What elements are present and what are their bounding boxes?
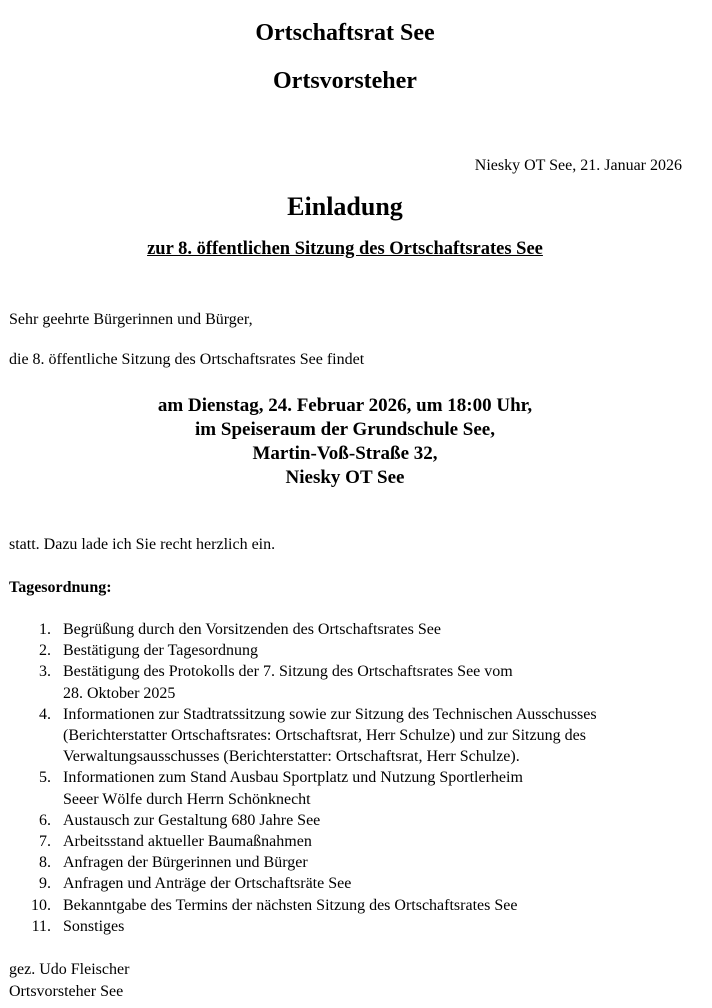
greeting: Sehr geehrte Bürgerinnen und Bürger, [9, 311, 253, 328]
agenda-item-text: Begrüßung durch den Vorsitzenden des Ortschaftsrates See [63, 621, 441, 638]
signature-name: gez. Udo Fleischer [9, 961, 130, 978]
agenda-item-text: Bekanntgabe des Termins der nächsten Sitzung des Ortschaftsrates See [63, 896, 518, 914]
signature-block [9, 959, 129, 1003]
meeting-details [0, 394, 690, 490]
agenda-item-number: 10. [31, 896, 51, 914]
agenda-item-number: 11. [31, 917, 51, 935]
agenda-item [9, 640, 689, 661]
agenda-item-text: Informationen zur Stadtratssitzung sowie zur Sitzung des Technischen Ausschusses (Berichterstatter Ortschaftsrates: Ortschaftsrat, Herr Schulze) und zur Sitzung des Verwaltungsausschusses (Berichterstatter: Ortschaftsrat, Herr Schulze). [63, 705, 597, 766]
agenda-item-text: Austausch zur Gestaltung 680 Jahre See [63, 811, 321, 829]
closing-text: statt. Dazu lade ich Sie recht herzlich ein. [9, 536, 276, 553]
agenda-item-text: Bestätigung des Protokolls der 7. Sitzung des Ortschaftsrates See vom 28. Oktober 2025 [63, 663, 513, 702]
intro-text: die 8. öffentliche Sitzung des Ortschaftsrates See findet [9, 351, 365, 368]
agenda-item-number: 3. [39, 663, 51, 681]
agenda-item-text: Informationen zum Stand Ausbau Sportplatz und Nutzung Sportlerheim Seeer Wölfe durch Herrn Schönknecht [63, 769, 523, 808]
agenda-item [9, 619, 689, 640]
agenda-item-text: Bestätigung der Tagesordnung [63, 642, 258, 660]
agenda-item [9, 831, 689, 852]
place-and-date: Niesky OT See, 21. Januar 2026 [474, 157, 682, 174]
agenda-item-number: 6. [39, 811, 51, 829]
agenda-list [9, 619, 689, 937]
role-title: Ortsvorsteher [273, 68, 417, 94]
agenda-item [9, 873, 689, 894]
document-subtitle: zur 8. öffentlichen Sitzung des Ortschaftsrates See [147, 239, 543, 259]
agenda-item [9, 852, 689, 873]
agenda-item [9, 767, 689, 809]
agenda-item-number: 1. [39, 621, 51, 638]
signature-role: Ortsvorsteher See [9, 983, 124, 1000]
agenda-item-number: 8. [39, 854, 51, 872]
agenda-item-text: Sonstiges [63, 917, 125, 935]
agenda-item [9, 704, 689, 768]
agenda-item [9, 916, 689, 937]
document-title: Einladung [287, 192, 403, 221]
agenda-item-number: 7. [39, 833, 51, 851]
agenda-heading: Tagesordnung: [9, 579, 112, 596]
agenda-item-number: 9. [39, 875, 51, 893]
agenda-item-text: Anfragen und Anträge der Ortschaftsräte See [63, 875, 352, 893]
agenda-item-text: Anfragen der Bürgerinnen und Bürger [63, 854, 308, 872]
agenda-item-text: Arbeitsstand aktueller Baumaßnahmen [63, 833, 312, 851]
agenda-item-number: 5. [39, 769, 51, 787]
meeting-date-time: am Dienstag, 24. Februar 2026, um 18:00 Uhr, [157, 395, 533, 416]
agenda-item-number: 4. [39, 705, 51, 723]
agenda-item-number: 2. [39, 642, 51, 660]
meeting-venue: im Speiseraum der Grundschule See, [195, 419, 495, 440]
agenda-item [9, 661, 689, 703]
meeting-street: Martin-Voß-Straße 32, [252, 443, 438, 464]
organization-title: Ortschaftsrat See [255, 20, 435, 46]
agenda-item [9, 895, 689, 916]
agenda-item [9, 810, 689, 831]
meeting-town: Niesky OT See [285, 467, 405, 488]
